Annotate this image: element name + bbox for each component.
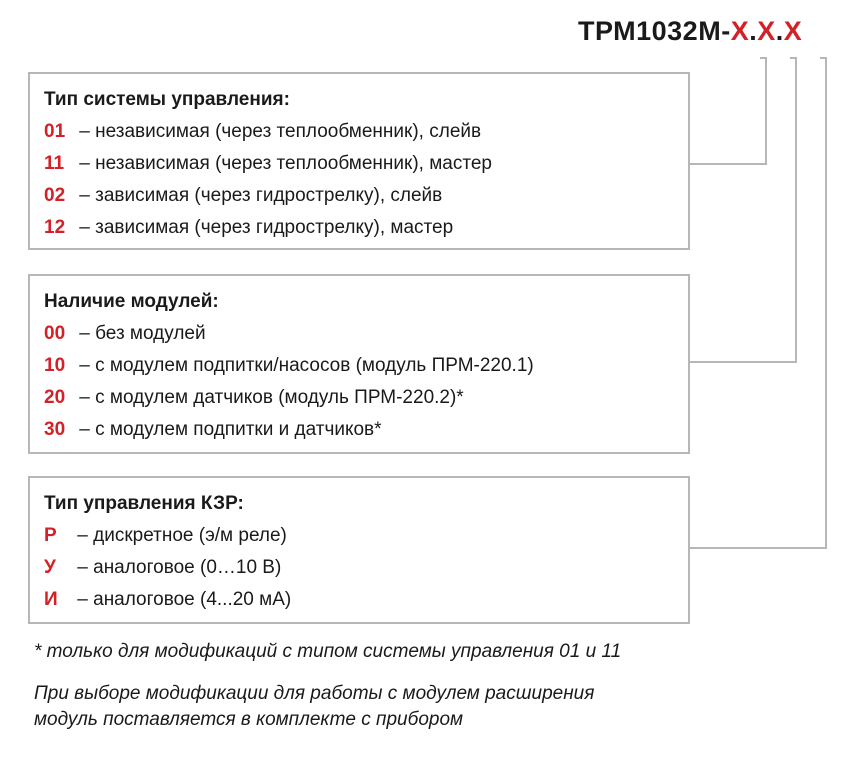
option-description: без модулей [95, 323, 206, 344]
info-note-line-1: При выборе модификации для работы с модулем расширения [34, 683, 595, 704]
control-system-type-box [28, 72, 690, 250]
option-code: Р [44, 525, 57, 546]
option-description: независимая (через теплообменник), мастер [95, 153, 492, 174]
list-item [44, 148, 674, 180]
option-code: 20 [44, 387, 66, 408]
option-separator: – [74, 121, 96, 142]
option-separator: – [74, 185, 96, 206]
list-item [44, 350, 674, 382]
option-separator: – [74, 323, 96, 344]
option-separator: – [74, 419, 96, 440]
option-description: дискретное (э/м реле) [93, 525, 287, 546]
option-description: с модулем датчиков (модуль ПРМ-220.2)* [95, 387, 464, 408]
model-dot-2: . [775, 16, 784, 46]
list-item [44, 116, 674, 148]
option-separator: – [72, 589, 94, 610]
list-item [44, 552, 674, 584]
list-item [44, 414, 674, 446]
footnote: * только для модификаций с типом системы управления 01 и 11 [34, 641, 622, 662]
modules-title: Наличие модулей: [44, 291, 219, 312]
valve-control-type-title: Тип управления КЗР: [44, 493, 244, 514]
option-separator: – [74, 153, 96, 174]
option-description: зависимая (через гидрострелку), слейв [95, 185, 443, 206]
info-note-line-2: модуль поставляется в комплекте с прибором [34, 709, 464, 730]
option-code: 30 [44, 419, 66, 440]
option-separator: – [72, 525, 94, 546]
option-code: 02 [44, 185, 66, 206]
option-separator: – [74, 355, 96, 376]
model-position-1: Х [730, 16, 750, 46]
option-description: с модулем подпитки и датчиков* [95, 419, 382, 440]
model-position-3: Х [783, 16, 803, 46]
option-separator: – [74, 217, 96, 238]
list-item [44, 382, 674, 414]
list-item [44, 212, 674, 244]
list-item [44, 520, 674, 552]
option-code: И [44, 589, 58, 610]
model-position-2: Х [757, 16, 776, 46]
option-code: У [44, 557, 56, 578]
list-item [44, 180, 674, 212]
list-item [44, 584, 674, 616]
option-code: 12 [44, 217, 66, 238]
option-description: аналоговое (0…10 В) [93, 557, 282, 578]
modules-box [28, 274, 690, 454]
control-system-type-title: Тип системы управления: [44, 89, 290, 110]
option-code: 11 [44, 153, 65, 174]
option-code: 00 [44, 323, 66, 344]
model-prefix: ТРМ1032М- [578, 16, 731, 46]
option-description: аналоговое (4...20 мА) [93, 589, 292, 610]
option-separator: – [74, 387, 96, 408]
option-description: независимая (через теплообменник), слейв [95, 121, 482, 142]
model-dot-1: . [749, 16, 758, 46]
option-separator: – [72, 557, 94, 578]
valve-control-type-box [28, 476, 690, 624]
option-description: зависимая (через гидрострелку), мастер [95, 217, 454, 238]
connector-1 [690, 58, 766, 164]
option-code: 01 [44, 121, 66, 142]
connector-3 [690, 58, 826, 548]
option-code: 10 [44, 355, 66, 376]
option-description: с модулем подпитки/насосов (модуль ПРМ-220.1) [95, 355, 534, 376]
connector-2 [690, 58, 796, 362]
list-item [44, 318, 674, 350]
